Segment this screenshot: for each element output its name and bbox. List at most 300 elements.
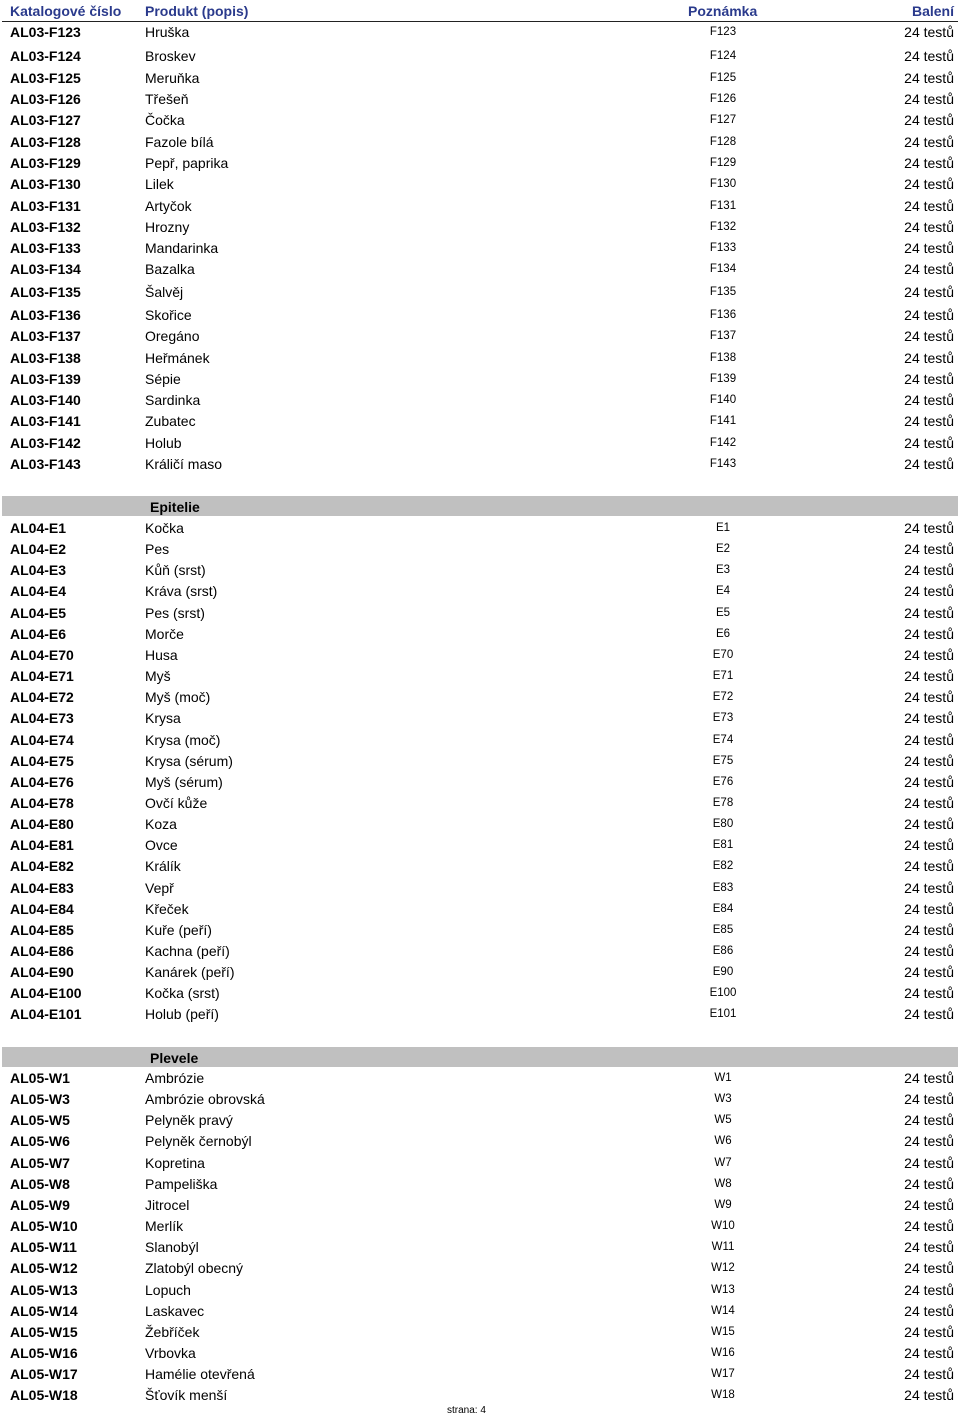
note-cell: F126 (709, 93, 737, 105)
catalog-number-cell: AL05-W11 (10, 1239, 77, 1255)
note-cell: F143 (709, 458, 737, 470)
note-cell: E83 (712, 882, 734, 894)
product-cell: Artyčok (145, 198, 192, 214)
table-row (2, 962, 958, 982)
product-cell: Myš (145, 668, 171, 684)
section-band (2, 496, 958, 516)
catalog-number-cell: AL03-F131 (10, 198, 81, 214)
packaging-cell: 24 testů (904, 219, 954, 235)
table-row (2, 326, 958, 346)
note-cell: F124 (709, 50, 737, 62)
table-row (2, 259, 958, 279)
packaging-cell: 24 testů (904, 922, 954, 938)
catalog-number-cell: AL05-W6 (10, 1133, 70, 1149)
packaging-cell: 24 testů (904, 795, 954, 811)
packaging-cell: 24 testů (904, 1282, 954, 1298)
table-row (2, 983, 958, 1003)
table-row (2, 814, 958, 834)
catalog-number-cell: AL05-W3 (10, 1091, 70, 1107)
packaging-cell: 24 testů (904, 1197, 954, 1213)
catalog-number-cell: AL04-E86 (10, 943, 74, 959)
packaging-cell: 24 testů (904, 1387, 954, 1403)
catalog-number-cell: AL04-E6 (10, 626, 67, 642)
product-cell: Ovce (145, 837, 178, 853)
note-cell: E75 (712, 755, 734, 767)
catalog-number-cell: AL03-F133 (10, 240, 81, 256)
product-cell: Ovčí kůže (145, 795, 208, 811)
packaging-cell: 24 testů (904, 753, 954, 769)
product-cell: Krysa (moč) (145, 732, 221, 748)
note-cell: E85 (712, 924, 734, 936)
product-cell: Králičí maso (145, 456, 223, 472)
note-cell: E4 (715, 585, 731, 597)
packaging-cell: 24 testů (904, 155, 954, 171)
product-cell: Sépie (145, 371, 181, 387)
product-cell: Pampeliška (145, 1176, 218, 1192)
note-cell: E73 (712, 712, 734, 724)
table-row (2, 174, 958, 194)
catalog-number-cell: AL03-F130 (10, 176, 81, 192)
table-row (2, 772, 958, 792)
packaging-cell: 24 testů (904, 943, 954, 959)
table-row (2, 1110, 958, 1130)
product-cell: Pes (srst) (145, 605, 205, 621)
catalog-number-cell: AL03-F136 (10, 307, 81, 323)
product-cell: Hrozny (145, 219, 190, 235)
note-cell: F139 (709, 373, 737, 385)
note-cell: W5 (714, 1114, 732, 1126)
catalog-number-cell: AL04-E83 (10, 880, 74, 896)
product-cell: Laskavec (145, 1303, 205, 1319)
catalog-number-cell: AL05-W8 (10, 1176, 70, 1192)
packaging-cell: 24 testů (904, 1133, 954, 1149)
packaging-cell: 24 testů (904, 541, 954, 557)
table-row (2, 369, 958, 389)
catalog-number-cell: AL04-E90 (10, 964, 74, 980)
table-row (2, 110, 958, 130)
packaging-cell: 24 testů (904, 1345, 954, 1361)
product-cell: Bazalka (145, 261, 195, 277)
table-row (2, 196, 958, 216)
product-cell: Pes (145, 541, 170, 557)
catalog-number-cell: AL05-W12 (10, 1260, 78, 1276)
catalog-number-cell: AL04-E100 (10, 985, 82, 1001)
product-cell: Kuře (peří) (145, 922, 212, 938)
note-cell: F140 (709, 394, 737, 406)
note-cell: E100 (709, 987, 737, 999)
product-cell: Králík (145, 858, 181, 874)
product-cell: Sardinka (145, 392, 201, 408)
table-row (2, 624, 958, 644)
note-cell: E86 (712, 945, 734, 957)
packaging-cell: 24 testů (904, 880, 954, 896)
table-row (2, 941, 958, 961)
packaging-cell: 24 testů (904, 134, 954, 150)
product-cell: Husa (145, 647, 178, 663)
table-row (2, 217, 958, 237)
catalog-number-cell: AL05-W10 (10, 1218, 78, 1234)
note-cell: E90 (712, 966, 734, 978)
table-row (2, 1237, 958, 1257)
product-cell: Kůň (srst) (145, 562, 206, 578)
table-row (2, 1343, 958, 1363)
catalog-number-cell: AL03-F134 (10, 261, 81, 277)
table-row (2, 878, 958, 898)
catalog-number-cell: AL03-F141 (10, 413, 81, 429)
page-number: strana: 4 (447, 1405, 486, 1416)
table-row (2, 751, 958, 771)
section-title: Epitelie (150, 499, 200, 515)
table-row (2, 518, 958, 538)
table-row (2, 238, 958, 258)
product-cell: Slanobýl (145, 1239, 199, 1255)
note-cell: W7 (714, 1157, 732, 1169)
product-cell: Zubatec (145, 413, 196, 429)
product-cell: Lilek (145, 176, 174, 192)
note-cell: E74 (712, 734, 734, 746)
section-band (2, 1047, 958, 1067)
product-cell: Vepř (145, 880, 174, 896)
packaging-cell: 24 testů (904, 964, 954, 980)
catalog-number-cell: AL05-W14 (10, 1303, 78, 1319)
table-row (2, 1322, 958, 1342)
catalog-number-cell: AL03-F132 (10, 219, 81, 235)
table-row (2, 835, 958, 855)
note-cell: F135 (709, 286, 737, 298)
note-cell: F130 (709, 178, 737, 190)
note-cell: W10 (711, 1220, 735, 1232)
catalog-number-cell: AL05-W13 (10, 1282, 78, 1298)
packaging-cell: 24 testů (904, 1260, 954, 1276)
catalog-number-cell: AL04-E5 (10, 605, 67, 621)
packaging-cell: 24 testů (904, 176, 954, 192)
packaging-cell: 24 testů (904, 48, 954, 64)
table-row (2, 390, 958, 410)
note-cell: W6 (714, 1135, 732, 1147)
product-cell: Vrbovka (145, 1345, 196, 1361)
note-cell: E3 (715, 564, 731, 576)
product-cell: Čočka (145, 112, 185, 128)
packaging-cell: 24 testů (904, 520, 954, 536)
header-catalog-number: Katalogové číslo (10, 3, 122, 19)
catalog-number-cell: AL03-F142 (10, 435, 81, 451)
header-packaging: Balení (911, 3, 954, 19)
product-cell: Pelyněk pravý (145, 1112, 233, 1128)
product-cell: Šalvěj (145, 284, 184, 300)
note-cell: E101 (709, 1008, 737, 1020)
note-cell: W16 (711, 1347, 735, 1359)
catalog-number-cell: AL03-F123 (10, 24, 81, 40)
catalog-number-cell: AL03-F125 (10, 70, 81, 86)
note-cell: E5 (715, 607, 731, 619)
product-cell: Morče (145, 626, 184, 642)
note-cell: F133 (709, 242, 737, 254)
note-cell: F125 (709, 72, 737, 84)
catalog-number-cell: AL04-E72 (10, 689, 74, 705)
catalog-number-cell: AL03-F143 (10, 456, 81, 472)
table-row (2, 1004, 958, 1024)
product-cell: Holub (peří) (145, 1006, 219, 1022)
product-cell: Kachna (peří) (145, 943, 230, 959)
table-row (2, 1280, 958, 1300)
packaging-cell: 24 testů (904, 668, 954, 684)
product-cell: Třešeň (145, 91, 189, 107)
packaging-cell: 24 testů (904, 70, 954, 86)
table-row (2, 1153, 958, 1173)
note-cell: F128 (709, 136, 737, 148)
note-cell: E80 (712, 818, 734, 830)
header-product: Produkt (popis) (145, 3, 249, 19)
packaging-cell: 24 testů (904, 392, 954, 408)
table-row (2, 22, 958, 42)
product-cell: Ambrózie obrovská (145, 1091, 265, 1107)
note-cell: F142 (709, 437, 737, 449)
catalog-number-cell: AL05-W18 (10, 1387, 78, 1403)
note-cell: E71 (712, 670, 734, 682)
packaging-cell: 24 testů (904, 91, 954, 107)
packaging-cell: 24 testů (904, 198, 954, 214)
catalog-number-cell: AL04-E82 (10, 858, 74, 874)
product-cell: Koza (145, 816, 177, 832)
product-cell: Lopuch (145, 1282, 191, 1298)
packaging-cell: 24 testů (904, 689, 954, 705)
note-cell: E76 (712, 776, 734, 788)
note-cell: E6 (715, 628, 731, 640)
table-row (2, 282, 958, 302)
table-row (2, 348, 958, 368)
table-row (2, 581, 958, 601)
catalog-number-cell: AL05-W15 (10, 1324, 78, 1340)
catalog-number-cell: AL04-E84 (10, 901, 74, 917)
note-cell: W12 (711, 1262, 735, 1274)
note-cell: E72 (712, 691, 734, 703)
note-cell: W8 (714, 1178, 732, 1190)
table-row (2, 793, 958, 813)
note-cell: F131 (709, 200, 737, 212)
packaging-cell: 24 testů (904, 583, 954, 599)
product-cell: Pelyněk černobýl (145, 1133, 252, 1149)
note-cell: F136 (709, 309, 737, 321)
packaging-cell: 24 testů (904, 858, 954, 874)
packaging-cell: 24 testů (904, 1091, 954, 1107)
packaging-cell: 24 testů (904, 732, 954, 748)
packaging-cell: 24 testů (904, 240, 954, 256)
catalog-number-cell: AL04-E4 (10, 583, 67, 599)
product-cell: Kočka (srst) (145, 985, 220, 1001)
catalog-number-cell: AL04-E78 (10, 795, 74, 811)
packaging-cell: 24 testů (904, 112, 954, 128)
catalog-number-cell: AL04-E76 (10, 774, 74, 790)
packaging-cell: 24 testů (904, 1324, 954, 1340)
note-cell: F123 (709, 26, 737, 38)
table-row (2, 560, 958, 580)
catalog-number-cell: AL03-F127 (10, 112, 81, 128)
note-cell: W15 (711, 1326, 735, 1338)
product-cell: Žebříček (145, 1324, 200, 1340)
catalog-number-cell: AL03-F138 (10, 350, 81, 366)
product-cell: Myš (sérum) (145, 774, 223, 790)
packaging-cell: 24 testů (904, 605, 954, 621)
note-cell: F132 (709, 221, 737, 233)
catalog-number-cell: AL04-E1 (10, 520, 67, 536)
note-cell: W3 (714, 1093, 732, 1105)
product-cell: Skořice (145, 307, 192, 323)
note-cell: W18 (711, 1389, 735, 1401)
catalog-number-cell: AL05-W9 (10, 1197, 70, 1213)
table-row (2, 1301, 958, 1321)
table-row (2, 46, 958, 66)
note-cell: F137 (709, 330, 737, 342)
product-cell: Pepř, paprika (145, 155, 229, 171)
section-title: Plevele (150, 1050, 199, 1066)
packaging-cell: 24 testů (904, 1006, 954, 1022)
note-cell: F129 (709, 157, 737, 169)
note-cell: W14 (711, 1305, 735, 1317)
packaging-cell: 24 testů (904, 24, 954, 40)
note-cell: E70 (712, 649, 734, 661)
product-cell: Zlatobýl obecný (145, 1260, 244, 1276)
packaging-cell: 24 testů (904, 1176, 954, 1192)
catalog-number-cell: AL04-E75 (10, 753, 74, 769)
product-cell: Kopretina (145, 1155, 205, 1171)
table-row (2, 666, 958, 686)
catalog-number-cell: AL05-W1 (10, 1070, 70, 1086)
table-row (2, 411, 958, 431)
table-row (2, 89, 958, 109)
product-cell: Ambrózie (145, 1070, 205, 1086)
note-cell: F134 (709, 263, 737, 275)
table-row (2, 1174, 958, 1194)
note-cell: W9 (714, 1199, 732, 1211)
product-cell: Jitrocel (145, 1197, 190, 1213)
table-row (2, 730, 958, 750)
packaging-cell: 24 testů (904, 562, 954, 578)
packaging-cell: 24 testů (904, 284, 954, 300)
product-cell: Heřmánek (145, 350, 210, 366)
note-cell: W17 (711, 1368, 735, 1380)
note-cell: F141 (709, 415, 737, 427)
product-cell: Kanárek (peří) (145, 964, 235, 980)
packaging-cell: 24 testů (904, 371, 954, 387)
catalog-number-cell: AL03-F128 (10, 134, 81, 150)
product-cell: Fazole bílá (145, 134, 214, 150)
catalog-number-cell: AL04-E74 (10, 732, 74, 748)
table-row (2, 856, 958, 876)
product-cell: Mandarinka (145, 240, 219, 256)
packaging-cell: 24 testů (904, 1070, 954, 1086)
catalog-number-cell: AL04-E2 (10, 541, 67, 557)
packaging-cell: 24 testů (904, 1112, 954, 1128)
note-cell: E81 (712, 839, 734, 851)
catalog-number-cell: AL04-E101 (10, 1006, 82, 1022)
table-row (2, 68, 958, 88)
header-note: Poznámka (688, 3, 758, 19)
note-cell: E82 (712, 860, 734, 872)
table-header (2, 0, 958, 22)
packaging-cell: 24 testů (904, 985, 954, 1001)
catalog-number-cell: AL03-F140 (10, 392, 81, 408)
catalog-number-cell: AL05-W7 (10, 1155, 70, 1171)
catalog-number-cell: AL03-F139 (10, 371, 81, 387)
note-cell: E1 (715, 522, 731, 534)
note-cell: W1 (714, 1072, 732, 1084)
product-cell: Kráva (srst) (145, 583, 218, 599)
packaging-cell: 24 testů (904, 307, 954, 323)
product-cell: Hruška (145, 24, 190, 40)
packaging-cell: 24 testů (904, 1218, 954, 1234)
catalog-number-cell: AL04-E85 (10, 922, 74, 938)
product-cell: Kočka (145, 520, 184, 536)
packaging-cell: 24 testů (904, 710, 954, 726)
note-cell: F127 (709, 114, 737, 126)
packaging-cell: 24 testů (904, 626, 954, 642)
packaging-cell: 24 testů (904, 435, 954, 451)
table-row (2, 920, 958, 940)
catalog-number-cell: AL03-F137 (10, 328, 81, 344)
catalog-number-cell: AL04-E80 (10, 816, 74, 832)
table-row (2, 1385, 958, 1405)
packaging-cell: 24 testů (904, 350, 954, 366)
packaging-cell: 24 testů (904, 816, 954, 832)
table-row (2, 433, 958, 453)
catalog-number-cell: AL03-F126 (10, 91, 81, 107)
packaging-cell: 24 testů (904, 837, 954, 853)
product-cell: Merlík (145, 1218, 184, 1234)
packaging-cell: 24 testů (904, 647, 954, 663)
packaging-cell: 24 testů (904, 774, 954, 790)
catalog-number-cell: AL04-E81 (10, 837, 74, 853)
packaging-cell: 24 testů (904, 413, 954, 429)
table-row (2, 539, 958, 559)
table-row (2, 687, 958, 707)
catalog-number-cell: AL03-F135 (10, 284, 81, 300)
table-row (2, 1364, 958, 1384)
product-cell: Křeček (145, 901, 189, 917)
catalog-number-cell: AL04-E71 (10, 668, 74, 684)
table-row (2, 1068, 958, 1088)
packaging-cell: 24 testů (904, 1303, 954, 1319)
table-row (2, 1195, 958, 1215)
table-row (2, 899, 958, 919)
product-cell: Krysa (sérum) (145, 753, 233, 769)
note-cell: W13 (711, 1284, 735, 1296)
packaging-cell: 24 testů (904, 328, 954, 344)
catalog-number-cell: AL05-W17 (10, 1366, 78, 1382)
product-cell: Hamélie otevřená (145, 1366, 255, 1382)
table-row (2, 603, 958, 623)
packaging-cell: 24 testů (904, 1366, 954, 1382)
table-row (2, 305, 958, 325)
product-cell: Holub (145, 435, 182, 451)
note-cell: W11 (711, 1241, 735, 1253)
catalog-number-cell: AL05-W16 (10, 1345, 78, 1361)
table-row (2, 132, 958, 152)
packaging-cell: 24 testů (904, 261, 954, 277)
product-cell: Myš (moč) (145, 689, 211, 705)
catalog-number-cell: AL03-F129 (10, 155, 81, 171)
product-cell: Oregáno (145, 328, 200, 344)
table-row (2, 153, 958, 173)
table-row (2, 454, 958, 474)
table-row (2, 1089, 958, 1109)
product-cell: Meruňka (145, 70, 200, 86)
note-cell: E2 (715, 543, 731, 555)
note-cell: E84 (712, 903, 734, 915)
packaging-cell: 24 testů (904, 901, 954, 917)
packaging-cell: 24 testů (904, 1155, 954, 1171)
catalog-number-cell: AL04-E73 (10, 710, 74, 726)
product-cell: Broskev (145, 48, 196, 64)
